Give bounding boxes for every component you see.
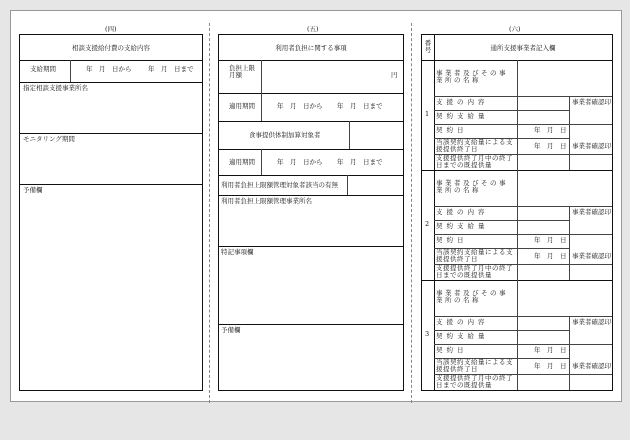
group-end-date-label: 当該契約支給量による支援提供終了日 — [436, 138, 513, 154]
group-mid-month-label: 支援提供終了月中の終了日までの既提供量 — [436, 374, 513, 390]
designated-office-label: 指定相談支援事業所名 — [23, 84, 88, 92]
group-confirm-seal-label: 事業者確認印 — [572, 252, 611, 260]
group-contract-date-label: 契約日 — [436, 126, 468, 134]
apply-period2-to: 年 月 日まで — [337, 158, 383, 166]
group-contract-amount-label: 契約支給量 — [436, 332, 489, 340]
group-confirm-seal-label: 事業者確認印 — [572, 362, 611, 370]
group-number: 1 — [425, 110, 430, 118]
apply-period-to: 年 月 日まで — [337, 102, 383, 110]
group-contract-date-label: 契約日 — [436, 346, 468, 354]
special-notes-label: 特記事項欄 — [221, 248, 254, 256]
group-date-ymd: 年 月 日 — [534, 362, 567, 370]
apply-period-label: 適用期間 — [229, 102, 255, 110]
group-office-name-label: 事業者及びその事業所の名称 — [436, 69, 508, 85]
group-office-name-label: 事業者及びその事業所の名称 — [436, 179, 508, 195]
panel-five-title: 利用者負担に関する事項 — [275, 44, 347, 52]
group-support-label: 支援の内容 — [436, 98, 489, 106]
support-period-label: 支給期間 — [30, 65, 56, 73]
group-contract-amount-label: 契約支給量 — [436, 222, 489, 230]
group-office-name-label: 事業者及びその事業所の名称 — [436, 289, 508, 305]
group-date-ymd: 年 月 日 — [534, 126, 567, 134]
group-end-date-label: 当該契約支給量による支援提供終了日 — [436, 248, 513, 264]
panel-six — [421, 34, 613, 391]
panel-five — [218, 34, 404, 391]
mgmt-office-label: 利用者負担上限額管理事業所名 — [221, 197, 312, 205]
apply-period2-label: 適用期間 — [229, 158, 255, 166]
panel-six-title: 通所支援事業者記入欄 — [490, 44, 556, 52]
group-date-ymd: 年 月 日 — [534, 252, 567, 260]
section-five-label: (五) — [307, 25, 319, 33]
group-date-ymd: 年 月 日 — [534, 236, 567, 244]
monitoring-period-label: モニタリング期間 — [23, 135, 75, 143]
yen-unit: 円 — [391, 71, 398, 79]
notes-label-five: 予備欄 — [221, 326, 241, 334]
limit-amount-label: 負担上限月額 — [229, 64, 255, 80]
group-confirm-seal-label: 事業者確認印 — [572, 98, 611, 106]
group-support-label: 支援の内容 — [436, 208, 489, 216]
mgmt-target-label: 利用者負担上限額管理対象者該当の有無 — [221, 181, 338, 189]
group-confirm-seal-label: 事業者確認印 — [572, 142, 611, 150]
fold-line-right — [411, 23, 412, 403]
group-confirm-seal-label: 事業者確認印 — [572, 208, 611, 216]
group-contract-date-label: 契約日 — [436, 236, 468, 244]
notes-label: 予備欄 — [23, 186, 43, 194]
section-six-label: (六) — [509, 25, 521, 33]
group-number: 3 — [425, 330, 430, 338]
section-four-label: (四) — [105, 25, 117, 33]
group-date-ymd: 年 月 日 — [534, 142, 567, 150]
apply-period2-from: 年 月 日から — [277, 158, 323, 166]
group-number: 2 — [425, 220, 430, 228]
apply-period-from: 年 月 日から — [277, 102, 323, 110]
group-support-label: 支援の内容 — [436, 318, 489, 326]
support-period-to: 年 月 日まで — [148, 65, 194, 73]
support-period-from: 年 月 日から — [86, 65, 132, 73]
panel-four — [19, 34, 203, 391]
group-date-ymd: 年 月 日 — [534, 346, 567, 354]
number-header: 番号 — [424, 39, 432, 55]
fold-line-left — [209, 23, 210, 403]
panel-four-title: 相談支援給付費の支給内容 — [72, 44, 150, 52]
group-mid-month-label: 支援提供終了月中の終了日までの既提供量 — [436, 154, 513, 170]
group-mid-month-label: 支援提供終了月中の終了日までの既提供量 — [436, 264, 513, 280]
group-contract-amount-label: 契約支給量 — [436, 112, 489, 120]
meal-provision-label: 食事提供体制加算対象者 — [249, 131, 321, 139]
group-confirm-seal-label: 事業者確認印 — [572, 318, 611, 326]
group-end-date-label: 当該契約支給量による支援提供終了日 — [436, 358, 513, 374]
form-sheet — [10, 10, 622, 402]
